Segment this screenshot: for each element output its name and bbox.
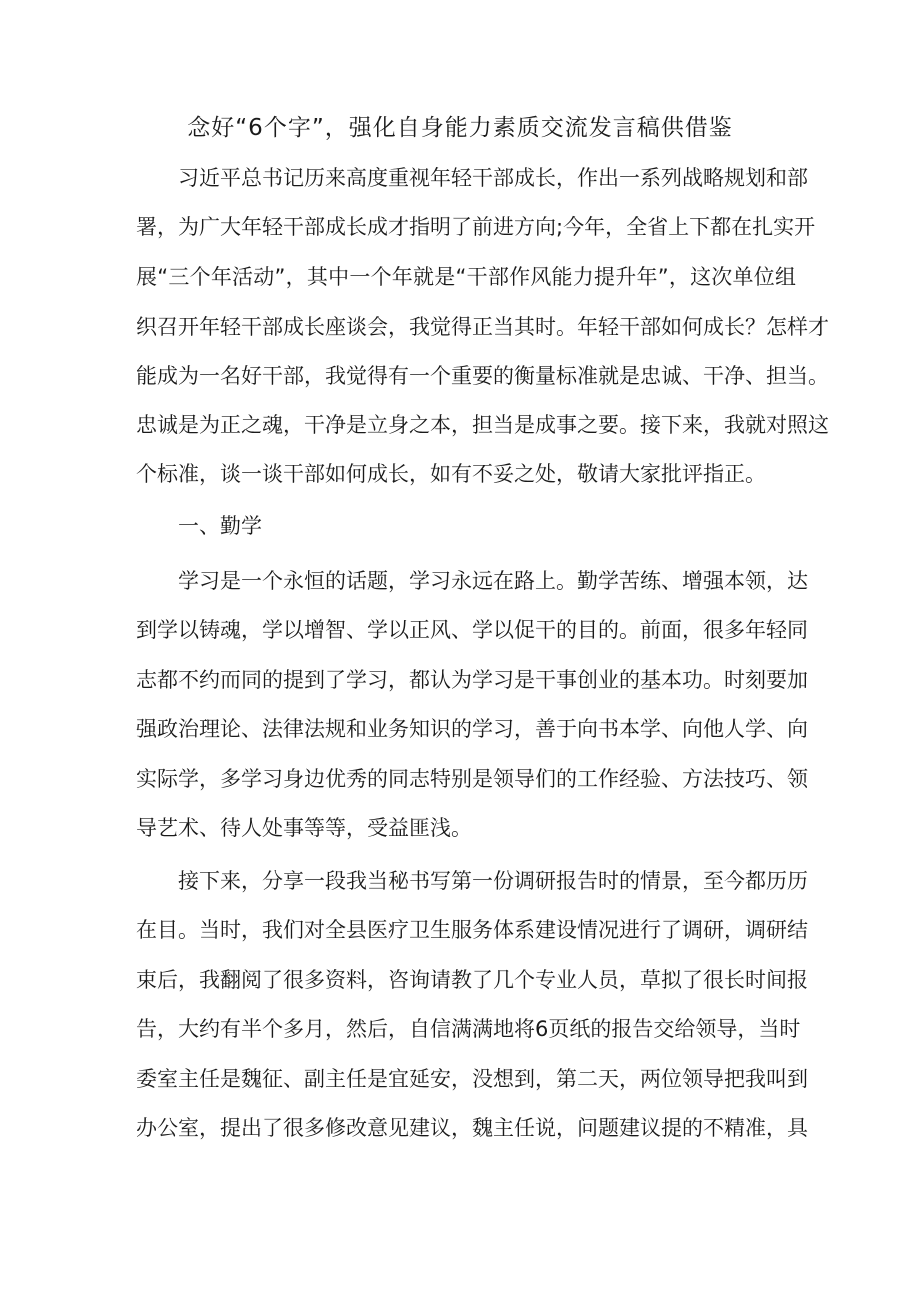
- section1-para2-line: 在目。当时，我们对全县医疗卫生服务体系建设情况进行了调研，调研结: [136, 918, 808, 942]
- intro-line: 署，为广大年轻干部成长成才指明了前进方向;今年，全省上下都在扎实开: [136, 215, 816, 239]
- section1-para1-line: 导艺术、待人处事等等，受益匪浅。: [136, 816, 472, 840]
- section1-para2-line: 告，大约有半个多月，然后，自信满满地将6页纸的报告交给领导，当时: [136, 1017, 801, 1041]
- section1-para1-line: 志都不约而同的提到了学习，都认为学习是干事创业的基本功。时刻要加: [136, 668, 808, 692]
- intro-line: 能成为一名好干部，我觉得有一个重要的衡量标准就是忠诚、干净、担当。: [136, 364, 829, 388]
- section1-para1-line: 实际学，多学习身边优秀的同志特别是领导们的工作经验、方法技巧、领: [136, 767, 808, 791]
- section1-para2-line: 办公室，提出了很多修改意见建议，魏主任说，问题建议提的不精准，具: [136, 1116, 808, 1140]
- section1-para1-line: 到学以铸魂，学以增智、学以正风、学以促干的目的。前面，很多年轻同: [136, 618, 808, 642]
- section1-para2-line: 委室主任是魏征、副主任是宜延安，没想到，第二天，两位领导把我叫到: [136, 1067, 808, 1091]
- intro-line: 织召开年轻干部成长座谈会，我觉得正当其时。年轻干部如何成长？怎样才: [136, 315, 829, 339]
- intro-line: 忠诚是为正之魂，干净是立身之本，担当是成事之要。接下来，我就对照这: [136, 413, 829, 437]
- intro-line: 展“三个年活动”，其中一个年就是“干部作风能力提升年”，这次单位组: [136, 265, 796, 289]
- section-heading: 一、勤学: [178, 514, 262, 538]
- intro-line: 习近平总书记历来高度重视年轻干部成长，作出一系列战略规划和部: [178, 166, 808, 190]
- intro-line: 个标准，谈一谈干部如何成长，如有不妥之处，敬请大家批评指正。: [136, 462, 766, 486]
- section1-para1-line: 学习是一个永恒的话题，学习永远在路上。勤学苦练、增强本领，达: [178, 569, 808, 593]
- document-title: 念好“6个字”，强化自身能力素质交流发言稿供借鉴: [187, 115, 733, 141]
- section1-para2-line: 束后，我翻阅了很多资料，咨询请教了几个专业人员，草拟了很长时间报: [136, 968, 808, 992]
- section1-para2-line: 接下来，分享一段我当秘书写第一份调研报告时的情景，至今都历历: [178, 869, 808, 893]
- section1-para1-line: 强政治理论、法律法规和业务知识的学习，善于向书本学、向他人学、向: [136, 717, 808, 741]
